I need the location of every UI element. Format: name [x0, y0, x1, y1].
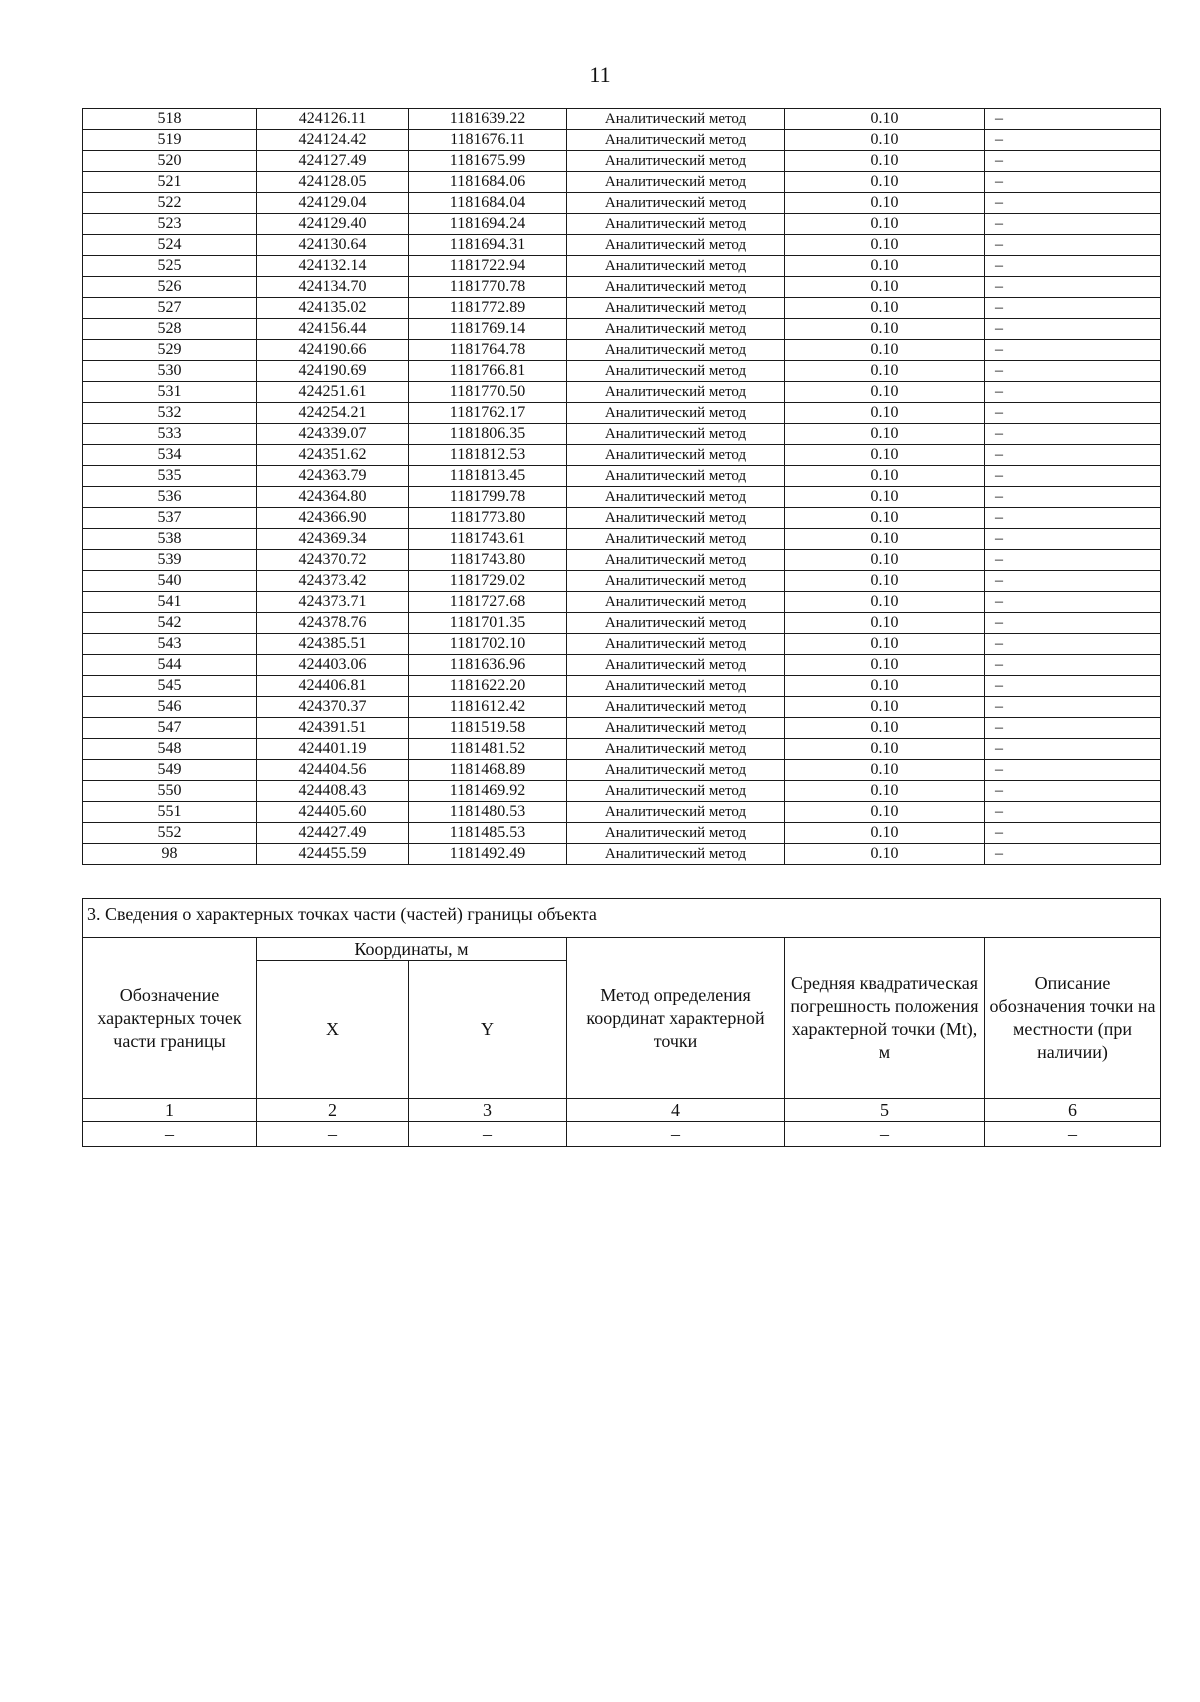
cell-y: 1181639.22: [409, 109, 567, 130]
cell-x: 424254.21: [257, 403, 409, 424]
cell-y: 1181612.42: [409, 697, 567, 718]
cell-description: –: [985, 109, 1161, 130]
cell-x: 424134.70: [257, 277, 409, 298]
table-row: [83, 697, 1161, 718]
cell-point: 527: [83, 298, 257, 319]
empty-cell: –: [985, 1122, 1161, 1147]
cell-point: 529: [83, 340, 257, 361]
cell-y: 1181480.53: [409, 802, 567, 823]
cell-description: –: [985, 550, 1161, 571]
cell-x: 424366.90: [257, 508, 409, 529]
cell-error: 0.10: [785, 214, 985, 235]
cell-description: –: [985, 676, 1161, 697]
cell-method: Аналитический метод: [567, 130, 785, 151]
cell-y: 1181769.14: [409, 319, 567, 340]
cell-x: 424385.51: [257, 634, 409, 655]
cell-point: 538: [83, 529, 257, 550]
cell-method: Аналитический метод: [567, 256, 785, 277]
table-row: [83, 550, 1161, 571]
header-point-designation: [83, 938, 257, 1099]
cell-description: –: [985, 235, 1161, 256]
cell-method: Аналитический метод: [567, 550, 785, 571]
cell-point: 522: [83, 193, 257, 214]
table-row: [83, 676, 1161, 697]
cell-point: 98: [83, 844, 257, 865]
cell-point: 536: [83, 487, 257, 508]
cell-point: 521: [83, 172, 257, 193]
section3-title: 3. Сведения о характерных точках части (частей) границы объекта: [83, 899, 1161, 938]
cell-y: 1181806.35: [409, 424, 567, 445]
cell-method: Аналитический метод: [567, 655, 785, 676]
table-row: [83, 256, 1161, 277]
cell-description: –: [985, 634, 1161, 655]
cell-point: 550: [83, 781, 257, 802]
cell-x: 424370.72: [257, 550, 409, 571]
cell-x: 424129.40: [257, 214, 409, 235]
cell-point: 524: [83, 235, 257, 256]
cell-y: 1181773.80: [409, 508, 567, 529]
cell-method: Аналитический метод: [567, 403, 785, 424]
cell-method: Аналитический метод: [567, 340, 785, 361]
cell-point: 546: [83, 697, 257, 718]
cell-description: –: [985, 130, 1161, 151]
cell-method: Аналитический метод: [567, 571, 785, 592]
cell-method: Аналитический метод: [567, 214, 785, 235]
cell-method: Аналитический метод: [567, 424, 785, 445]
header-coordinates: Координаты, м: [257, 938, 567, 961]
cell-error: 0.10: [785, 634, 985, 655]
cell-method: Аналитический метод: [567, 781, 785, 802]
table-row: [83, 235, 1161, 256]
cell-x: 424408.43: [257, 781, 409, 802]
cell-error: 0.10: [785, 613, 985, 634]
cell-x: 424370.37: [257, 697, 409, 718]
page-number: 11: [589, 62, 611, 87]
cell-x: 424363.79: [257, 466, 409, 487]
cell-description: –: [985, 214, 1161, 235]
cell-point: 531: [83, 382, 257, 403]
cell-description: –: [985, 592, 1161, 613]
cell-description: –: [985, 382, 1161, 403]
cell-x: 424339.07: [257, 424, 409, 445]
table-row: [83, 739, 1161, 760]
empty-cell: –: [83, 1122, 257, 1147]
cell-point: 544: [83, 655, 257, 676]
cell-method: Аналитический метод: [567, 634, 785, 655]
table-row: [83, 109, 1161, 130]
cell-y: 1181492.49: [409, 844, 567, 865]
column-number: 4: [567, 1099, 785, 1122]
cell-error: 0.10: [785, 151, 985, 172]
cell-error: 0.10: [785, 277, 985, 298]
cell-error: 0.10: [785, 193, 985, 214]
cell-y: 1181676.11: [409, 130, 567, 151]
table-row: [83, 340, 1161, 361]
cell-description: –: [985, 718, 1161, 739]
table-row: [83, 172, 1161, 193]
empty-cell: –: [785, 1122, 985, 1147]
table-row: [83, 823, 1161, 844]
cell-description: –: [985, 403, 1161, 424]
cell-description: –: [985, 172, 1161, 193]
cell-error: 0.10: [785, 718, 985, 739]
cell-method: Аналитический метод: [567, 760, 785, 781]
cell-y: 1181772.89: [409, 298, 567, 319]
column-number: 5: [785, 1099, 985, 1122]
table-row: [83, 424, 1161, 445]
cell-method: Аналитический метод: [567, 382, 785, 403]
cell-x: 424132.14: [257, 256, 409, 277]
cell-y: 1181766.81: [409, 361, 567, 382]
cell-description: –: [985, 466, 1161, 487]
cell-error: 0.10: [785, 760, 985, 781]
cell-x: 424427.49: [257, 823, 409, 844]
table-row: [83, 151, 1161, 172]
cell-error: 0.10: [785, 235, 985, 256]
cell-error: 0.10: [785, 361, 985, 382]
cell-description: –: [985, 844, 1161, 865]
cell-error: 0.10: [785, 676, 985, 697]
cell-method: Аналитический метод: [567, 193, 785, 214]
cell-x: 424351.62: [257, 445, 409, 466]
cell-method: Аналитический метод: [567, 592, 785, 613]
cell-method: Аналитический метод: [567, 676, 785, 697]
cell-method: Аналитический метод: [567, 487, 785, 508]
cell-y: 1181727.68: [409, 592, 567, 613]
cell-y: 1181694.31: [409, 235, 567, 256]
cell-y: 1181622.20: [409, 676, 567, 697]
cell-point: 525: [83, 256, 257, 277]
cell-point: 551: [83, 802, 257, 823]
table-row: [83, 655, 1161, 676]
cell-method: Аналитический метод: [567, 823, 785, 844]
header-x: X: [257, 961, 409, 1099]
cell-method: Аналитический метод: [567, 613, 785, 634]
section3-title-row: [83, 899, 1161, 938]
cell-method: Аналитический метод: [567, 466, 785, 487]
cell-point: 543: [83, 634, 257, 655]
cell-y: 1181729.02: [409, 571, 567, 592]
cell-description: –: [985, 193, 1161, 214]
cell-point: 537: [83, 508, 257, 529]
cell-y: 1181485.53: [409, 823, 567, 844]
coordinates-table: [82, 108, 1161, 865]
cell-x: 424135.02: [257, 298, 409, 319]
cell-point: 539: [83, 550, 257, 571]
cell-description: –: [985, 298, 1161, 319]
cell-x: 424129.04: [257, 193, 409, 214]
cell-x: 424373.42: [257, 571, 409, 592]
cell-y: 1181770.50: [409, 382, 567, 403]
table-row: [83, 592, 1161, 613]
cell-x: 424369.34: [257, 529, 409, 550]
table-row: [83, 571, 1161, 592]
cell-x: 424403.06: [257, 655, 409, 676]
cell-method: Аналитический метод: [567, 529, 785, 550]
cell-y: 1181684.06: [409, 172, 567, 193]
cell-y: 1181481.52: [409, 739, 567, 760]
cell-point: 526: [83, 277, 257, 298]
cell-x: 424364.80: [257, 487, 409, 508]
cell-error: 0.10: [785, 571, 985, 592]
table-row: [83, 277, 1161, 298]
empty-cell: –: [567, 1122, 785, 1147]
cell-method: Аналитический метод: [567, 235, 785, 256]
cell-y: 1181701.35: [409, 613, 567, 634]
cell-description: –: [985, 739, 1161, 760]
cell-error: 0.10: [785, 781, 985, 802]
table-row: [83, 130, 1161, 151]
table-row: [83, 802, 1161, 823]
cell-point: 534: [83, 445, 257, 466]
cell-description: –: [985, 655, 1161, 676]
cell-error: 0.10: [785, 172, 985, 193]
section3-table: [82, 898, 1161, 1147]
cell-x: 424124.42: [257, 130, 409, 151]
cell-point: 545: [83, 676, 257, 697]
cell-point: 519: [83, 130, 257, 151]
table-row: [83, 361, 1161, 382]
table-row: [83, 844, 1161, 865]
cell-description: –: [985, 340, 1161, 361]
cell-error: 0.10: [785, 529, 985, 550]
cell-error: 0.10: [785, 802, 985, 823]
table-row: [83, 403, 1161, 424]
cell-y: 1181764.78: [409, 340, 567, 361]
cell-error: 0.10: [785, 109, 985, 130]
table-row: [83, 382, 1161, 403]
cell-x: 424190.66: [257, 340, 409, 361]
cell-method: Аналитический метод: [567, 508, 785, 529]
section3-empty-row: [83, 1122, 1161, 1147]
cell-method: Аналитический метод: [567, 109, 785, 130]
cell-y: 1181799.78: [409, 487, 567, 508]
cell-error: 0.10: [785, 508, 985, 529]
cell-point: 530: [83, 361, 257, 382]
cell-method: Аналитический метод: [567, 739, 785, 760]
cell-error: 0.10: [785, 340, 985, 361]
cell-x: 424378.76: [257, 613, 409, 634]
cell-point: 547: [83, 718, 257, 739]
header-method-text: Метод определения координат характерной точки: [586, 984, 765, 1051]
cell-y: 1181770.78: [409, 277, 567, 298]
header-y: Y: [409, 961, 567, 1099]
cell-description: –: [985, 445, 1161, 466]
cell-point: 523: [83, 214, 257, 235]
cell-description: –: [985, 277, 1161, 298]
coordinates-table-body: [83, 109, 1161, 865]
cell-error: 0.10: [785, 298, 985, 319]
cell-x: 424251.61: [257, 382, 409, 403]
cell-point: 535: [83, 466, 257, 487]
cell-method: Аналитический метод: [567, 298, 785, 319]
cell-description: –: [985, 361, 1161, 382]
cell-error: 0.10: [785, 403, 985, 424]
cell-method: Аналитический метод: [567, 844, 785, 865]
cell-point: 520: [83, 151, 257, 172]
table-row: [83, 508, 1161, 529]
cell-y: 1181469.92: [409, 781, 567, 802]
cell-point: 540: [83, 571, 257, 592]
cell-description: –: [985, 613, 1161, 634]
cell-point: 542: [83, 613, 257, 634]
cell-error: 0.10: [785, 655, 985, 676]
cell-method: Аналитический метод: [567, 802, 785, 823]
cell-description: –: [985, 529, 1161, 550]
cell-y: 1181684.04: [409, 193, 567, 214]
table-row: [83, 319, 1161, 340]
cell-description: –: [985, 697, 1161, 718]
cell-x: 424455.59: [257, 844, 409, 865]
cell-x: 424126.11: [257, 109, 409, 130]
cell-error: 0.10: [785, 382, 985, 403]
cell-description: –: [985, 319, 1161, 340]
cell-x: 424156.44: [257, 319, 409, 340]
cell-y: 1181468.89: [409, 760, 567, 781]
table-row: [83, 634, 1161, 655]
table-row: [83, 466, 1161, 487]
table-row: [83, 487, 1161, 508]
cell-method: Аналитический метод: [567, 277, 785, 298]
section3-column-numbers-row: [83, 1099, 1161, 1122]
cell-description: –: [985, 508, 1161, 529]
header-description: [985, 938, 1161, 1099]
table-row: [83, 193, 1161, 214]
cell-x: 424405.60: [257, 802, 409, 823]
table-row: [83, 760, 1161, 781]
cell-y: 1181702.10: [409, 634, 567, 655]
cell-x: 424406.81: [257, 676, 409, 697]
header-method: [567, 938, 785, 1099]
cell-y: 1181743.80: [409, 550, 567, 571]
cell-point: 552: [83, 823, 257, 844]
cell-x: 424401.19: [257, 739, 409, 760]
cell-error: 0.10: [785, 739, 985, 760]
column-number: 6: [985, 1099, 1161, 1122]
cell-method: Аналитический метод: [567, 361, 785, 382]
cell-x: 424127.49: [257, 151, 409, 172]
cell-error: 0.10: [785, 487, 985, 508]
cell-error: 0.10: [785, 697, 985, 718]
table-row: [83, 529, 1161, 550]
cell-x: 424130.64: [257, 235, 409, 256]
header-point-designation-text: Обозначение характерных точек части границы: [97, 984, 242, 1051]
cell-y: 1181694.24: [409, 214, 567, 235]
cell-point: 533: [83, 424, 257, 445]
cell-point: 528: [83, 319, 257, 340]
cell-error: 0.10: [785, 844, 985, 865]
cell-point: 541: [83, 592, 257, 613]
cell-method: Аналитический метод: [567, 319, 785, 340]
empty-cell: –: [409, 1122, 567, 1147]
cell-description: –: [985, 760, 1161, 781]
cell-error: 0.10: [785, 424, 985, 445]
cell-y: 1181722.94: [409, 256, 567, 277]
header-description-text: Описание обозначения точки на местности (при наличии): [989, 973, 1156, 1062]
cell-error: 0.10: [785, 319, 985, 340]
cell-x: 424404.56: [257, 760, 409, 781]
cell-method: Аналитический метод: [567, 172, 785, 193]
table-row: [83, 445, 1161, 466]
header-error-text: Средняя квадратическая погрешность положения характерной точки (Mt), м: [790, 973, 979, 1062]
cell-x: 424373.71: [257, 592, 409, 613]
cell-y: 1181812.53: [409, 445, 567, 466]
cell-description: –: [985, 781, 1161, 802]
cell-description: –: [985, 571, 1161, 592]
table-row: [83, 613, 1161, 634]
cell-description: –: [985, 487, 1161, 508]
column-number: 1: [83, 1099, 257, 1122]
cell-error: 0.10: [785, 445, 985, 466]
cell-method: Аналитический метод: [567, 718, 785, 739]
column-number: 2: [257, 1099, 409, 1122]
cell-point: 518: [83, 109, 257, 130]
cell-description: –: [985, 802, 1161, 823]
cell-description: –: [985, 823, 1161, 844]
cell-y: 1181813.45: [409, 466, 567, 487]
cell-method: Аналитический метод: [567, 151, 785, 172]
cell-y: 1181675.99: [409, 151, 567, 172]
table-row: [83, 298, 1161, 319]
cell-error: 0.10: [785, 550, 985, 571]
column-number: 3: [409, 1099, 567, 1122]
header-error: [785, 938, 985, 1099]
table-row: [83, 214, 1161, 235]
cell-x: 424128.05: [257, 172, 409, 193]
cell-description: –: [985, 256, 1161, 277]
cell-x: 424391.51: [257, 718, 409, 739]
cell-error: 0.10: [785, 256, 985, 277]
cell-method: Аналитический метод: [567, 697, 785, 718]
section3-header-row-1: [83, 938, 1161, 961]
cell-error: 0.10: [785, 466, 985, 487]
cell-description: –: [985, 151, 1161, 172]
cell-error: 0.10: [785, 823, 985, 844]
cell-point: 548: [83, 739, 257, 760]
cell-x: 424190.69: [257, 361, 409, 382]
cell-point: 549: [83, 760, 257, 781]
cell-error: 0.10: [785, 592, 985, 613]
cell-y: 1181636.96: [409, 655, 567, 676]
cell-description: –: [985, 424, 1161, 445]
cell-method: Аналитический метод: [567, 445, 785, 466]
empty-cell: –: [257, 1122, 409, 1147]
cell-y: 1181762.17: [409, 403, 567, 424]
cell-error: 0.10: [785, 130, 985, 151]
cell-y: 1181743.61: [409, 529, 567, 550]
cell-y: 1181519.58: [409, 718, 567, 739]
table-row: [83, 718, 1161, 739]
cell-point: 532: [83, 403, 257, 424]
table-row: [83, 781, 1161, 802]
